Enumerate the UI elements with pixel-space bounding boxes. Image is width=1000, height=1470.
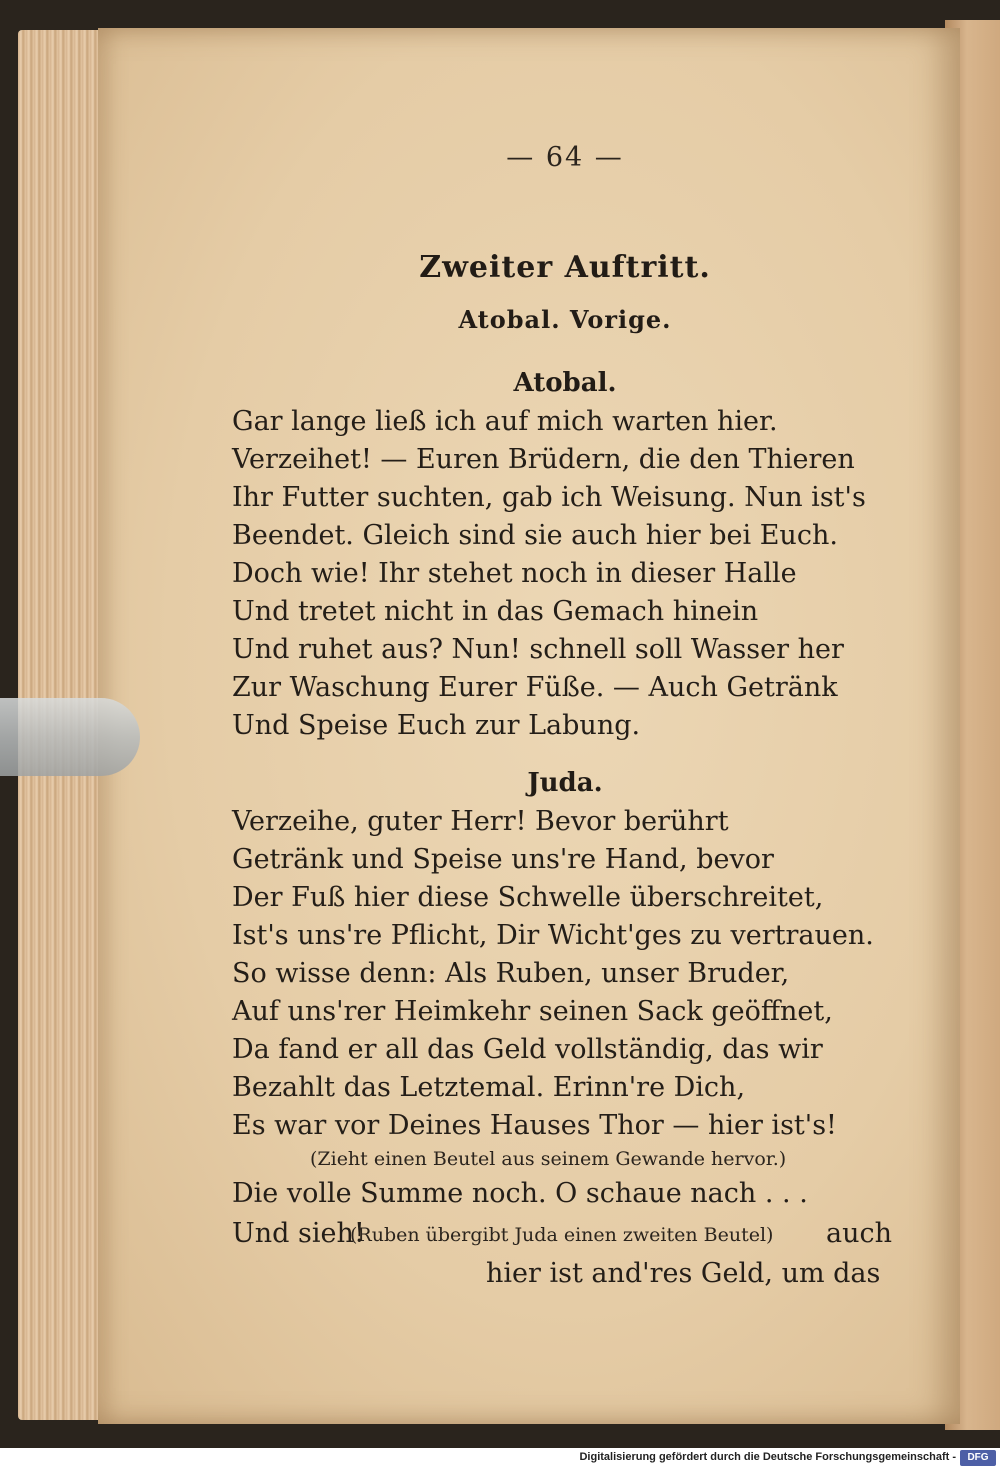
- verse-line: Gar lange ließ ich auf mich warten hier.: [232, 406, 778, 437]
- verse-line: Verzeihe, guter Herr! Bevor berührt: [232, 806, 729, 837]
- verse-line: Und Speise Euch zur Labung.: [232, 710, 641, 741]
- footer-credit: Digitalisierung gefördert durch die Deutsche Forschungsgemeinschaft -: [579, 1451, 956, 1463]
- verse-line: Doch wie! Ihr stehet noch in dieser Halle: [232, 558, 797, 589]
- verse-line: Es war vor Deines Hauses Thor — hier ist's!: [232, 1110, 837, 1141]
- verse-line: Die volle Summe noch. O schaue nach . . .: [232, 1178, 808, 1209]
- verse-line: Und sieh!: [232, 1218, 365, 1249]
- verse-line: Und ruhet aus? Nun! schnell soll Wasser her: [232, 634, 844, 665]
- book-clip: [0, 698, 140, 776]
- verse-line: Zur Waschung Eurer Füße. — Auch Getränk: [232, 672, 838, 703]
- verse-line: Bezahlt das Letztemal. Erinn're Dich,: [232, 1072, 746, 1103]
- speaker-atobal: Atobal.: [513, 368, 617, 398]
- verse-line: Der Fuß hier diese Schwelle überschreitet,: [232, 882, 824, 913]
- verse-line: Verzeihet! — Euren Brüdern, die den Thieren: [232, 444, 855, 475]
- scene-cast: Atobal. Vorige.: [458, 305, 672, 334]
- verse-line: Da fand er all das Geld vollständig, das wir: [232, 1034, 823, 1065]
- verse-line: Beendet. Gleich sind sie auch hier bei Euch.: [232, 520, 838, 551]
- stage-direction: (Zieht einen Beutel aus seinem Gewande hervor.): [310, 1148, 787, 1170]
- verse-line: Auf uns'rer Heimkehr seinen Sack geöffnet,: [232, 996, 833, 1027]
- dfg-logo: DFG: [960, 1450, 996, 1466]
- verse-line: Ist's uns're Pflicht, Dir Wicht'ges zu vertrauen.: [232, 920, 874, 951]
- verse-line: Getränk und Speise uns're Hand, bevor: [232, 844, 774, 875]
- verse-line: auch: [826, 1218, 892, 1249]
- verse-line: So wisse denn: Als Ruben, unser Bruder,: [232, 958, 790, 989]
- verse-line: Ihr Futter suchten, gab ich Weisung. Nun ist's: [232, 482, 866, 513]
- verse-line: hier ist and'res Geld, um das: [486, 1258, 881, 1289]
- stage-direction: (Ruben übergibt Juda einen zweiten Beutel): [350, 1224, 774, 1246]
- verse-line: Und tretet nicht in das Gemach hinein: [232, 596, 759, 627]
- speaker-juda: Juda.: [527, 768, 603, 798]
- page-number: — 64 —: [506, 142, 624, 173]
- footer-bar: [0, 1448, 1000, 1470]
- scene-title: Zweiter Auftritt.: [419, 250, 711, 285]
